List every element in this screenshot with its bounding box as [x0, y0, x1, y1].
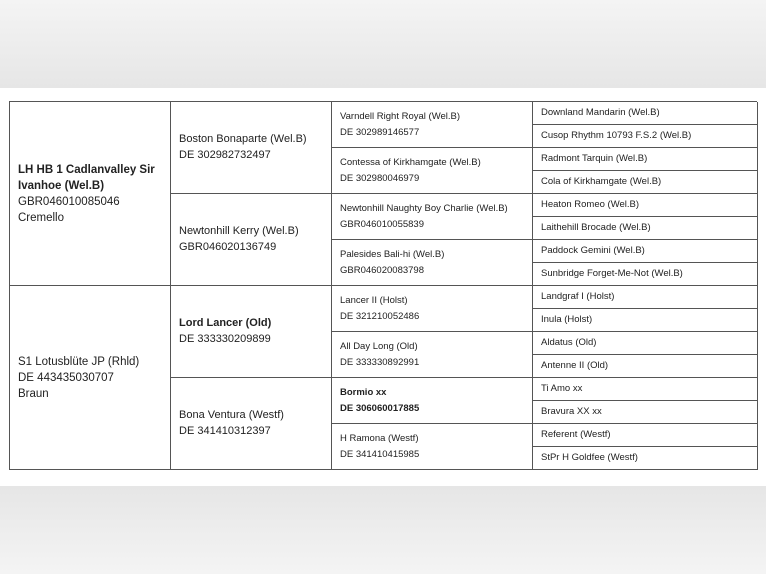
dam-reg: DE 443435030707 — [18, 371, 114, 384]
gen4-cell — [533, 355, 758, 378]
gen3-reg: DE 341410415985 — [340, 448, 420, 460]
gen3-reg: GBR046020083798 — [340, 264, 424, 276]
sire-name: LH HB 1 Cadlanvalley Sir Ivanhoe (Wel.B) — [18, 163, 155, 192]
top-blur-band — [0, 0, 766, 88]
gen4-name: Cola of Kirkhamgate (Wel.B) — [541, 176, 662, 187]
gen4-name: Paddock Gemini (Wel.B) — [541, 245, 645, 256]
gen4-cell — [533, 217, 758, 240]
gen4-cell — [533, 332, 758, 355]
gen3-reg: DE 321210052486 — [340, 310, 420, 322]
dam-name: S1 Lotusblüte JP (Rhld) — [18, 355, 140, 368]
gen2-name: Newtonhill Kerry (Wel.B) — [179, 225, 299, 237]
gen3-name: All Day Long (Old) — [340, 340, 418, 352]
gen3-name: H Ramona (Westf) — [340, 432, 419, 444]
gen4-name: Antenne II (Old) — [541, 360, 609, 371]
sire-cell — [10, 102, 171, 286]
dam-cell — [10, 286, 171, 470]
gen4-name: Laithehill Brocade (Wel.B) — [541, 222, 651, 233]
gen2-name: Lord Lancer (Old) — [179, 317, 272, 329]
gen3-cell — [332, 148, 533, 194]
gen3-reg: DE 302980046979 — [340, 172, 420, 184]
gen4-cell — [533, 148, 758, 171]
sire-reg: GBR046010085046 — [18, 195, 120, 208]
gen4-name: Downland Mandarin (Wel.B) — [541, 107, 660, 118]
gen4-cell — [533, 240, 758, 263]
gen2-cell — [171, 378, 332, 470]
gen3-reg: DE 333330892991 — [340, 356, 420, 368]
gen3-reg: DE 302989146577 — [340, 126, 420, 138]
gen2-name: Bona Ventura (Westf) — [179, 409, 284, 421]
gen2-reg: DE 302982732497 — [179, 148, 271, 161]
gen3-cell — [332, 424, 533, 470]
gen4-name: Inula (Holst) — [541, 314, 593, 325]
gen4-cell — [533, 263, 758, 286]
gen4-name: Ti Amo xx — [541, 383, 583, 394]
gen2-reg: GBR046020136749 — [179, 240, 277, 253]
gen4-cell — [533, 401, 758, 424]
bottom-blur-band — [0, 486, 766, 574]
gen3-name: Palesides Bali-hi (Wel.B) — [340, 248, 445, 260]
sire-color: Cremello — [18, 211, 65, 224]
gen3-cell — [332, 194, 533, 240]
gen2-name: Boston Bonaparte (Wel.B) — [179, 133, 307, 145]
gen4-name: Sunbridge Forget-Me-Not (Wel.B) — [541, 268, 683, 279]
gen3-name: Newtonhill Naughty Boy Charlie (Wel.B) — [340, 202, 508, 214]
gen3-cell — [332, 378, 533, 424]
gen3-name: Contessa of Kirkhamgate (Wel.B) — [340, 156, 481, 168]
gen4-cell — [533, 171, 758, 194]
gen4-name: Aldatus (Old) — [541, 337, 597, 348]
gen4-name: Landgraf I (Holst) — [541, 291, 615, 302]
gen4-cell — [533, 447, 758, 470]
gen4-cell — [533, 125, 758, 148]
gen2-reg: DE 333330209899 — [179, 332, 271, 345]
gen2-cell — [171, 286, 332, 378]
gen3-cell — [332, 240, 533, 286]
gen4-cell — [533, 309, 758, 332]
gen3-name: Varndell Right Royal (Wel.B) — [340, 110, 461, 122]
gen2-cell — [171, 102, 332, 194]
gen4-cell — [533, 286, 758, 309]
gen4-name: Cusop Rhythm 10793 F.S.2 (Wel.B) — [541, 130, 692, 141]
gen3-cell — [332, 332, 533, 378]
gen4-cell — [533, 378, 758, 401]
gen3-name: Lancer II (Holst) — [340, 294, 408, 306]
gen4-name: StPr H Goldfee (Westf) — [541, 452, 638, 463]
gen2-reg: DE 341410312397 — [179, 424, 271, 437]
gen3-reg: DE 306060017885 — [340, 402, 420, 414]
gen3-cell — [332, 102, 533, 148]
gen3-name: Bormio xx — [340, 386, 387, 398]
gen4-name: Bravura XX xx — [541, 406, 602, 417]
gen4-name: Heaton Romeo (Wel.B) — [541, 199, 640, 210]
gen4-cell — [533, 424, 758, 447]
gen2-cell — [171, 194, 332, 286]
gen4-name: Radmont Tarquin (Wel.B) — [541, 153, 648, 164]
pedigree-table — [9, 101, 757, 470]
gen3-reg: GBR046010055839 — [340, 218, 424, 230]
gen4-cell — [533, 194, 758, 217]
gen4-cell — [533, 102, 758, 125]
dam-color: Braun — [18, 387, 49, 400]
gen3-cell — [332, 286, 533, 332]
gen4-name: Referent (Westf) — [541, 429, 611, 440]
